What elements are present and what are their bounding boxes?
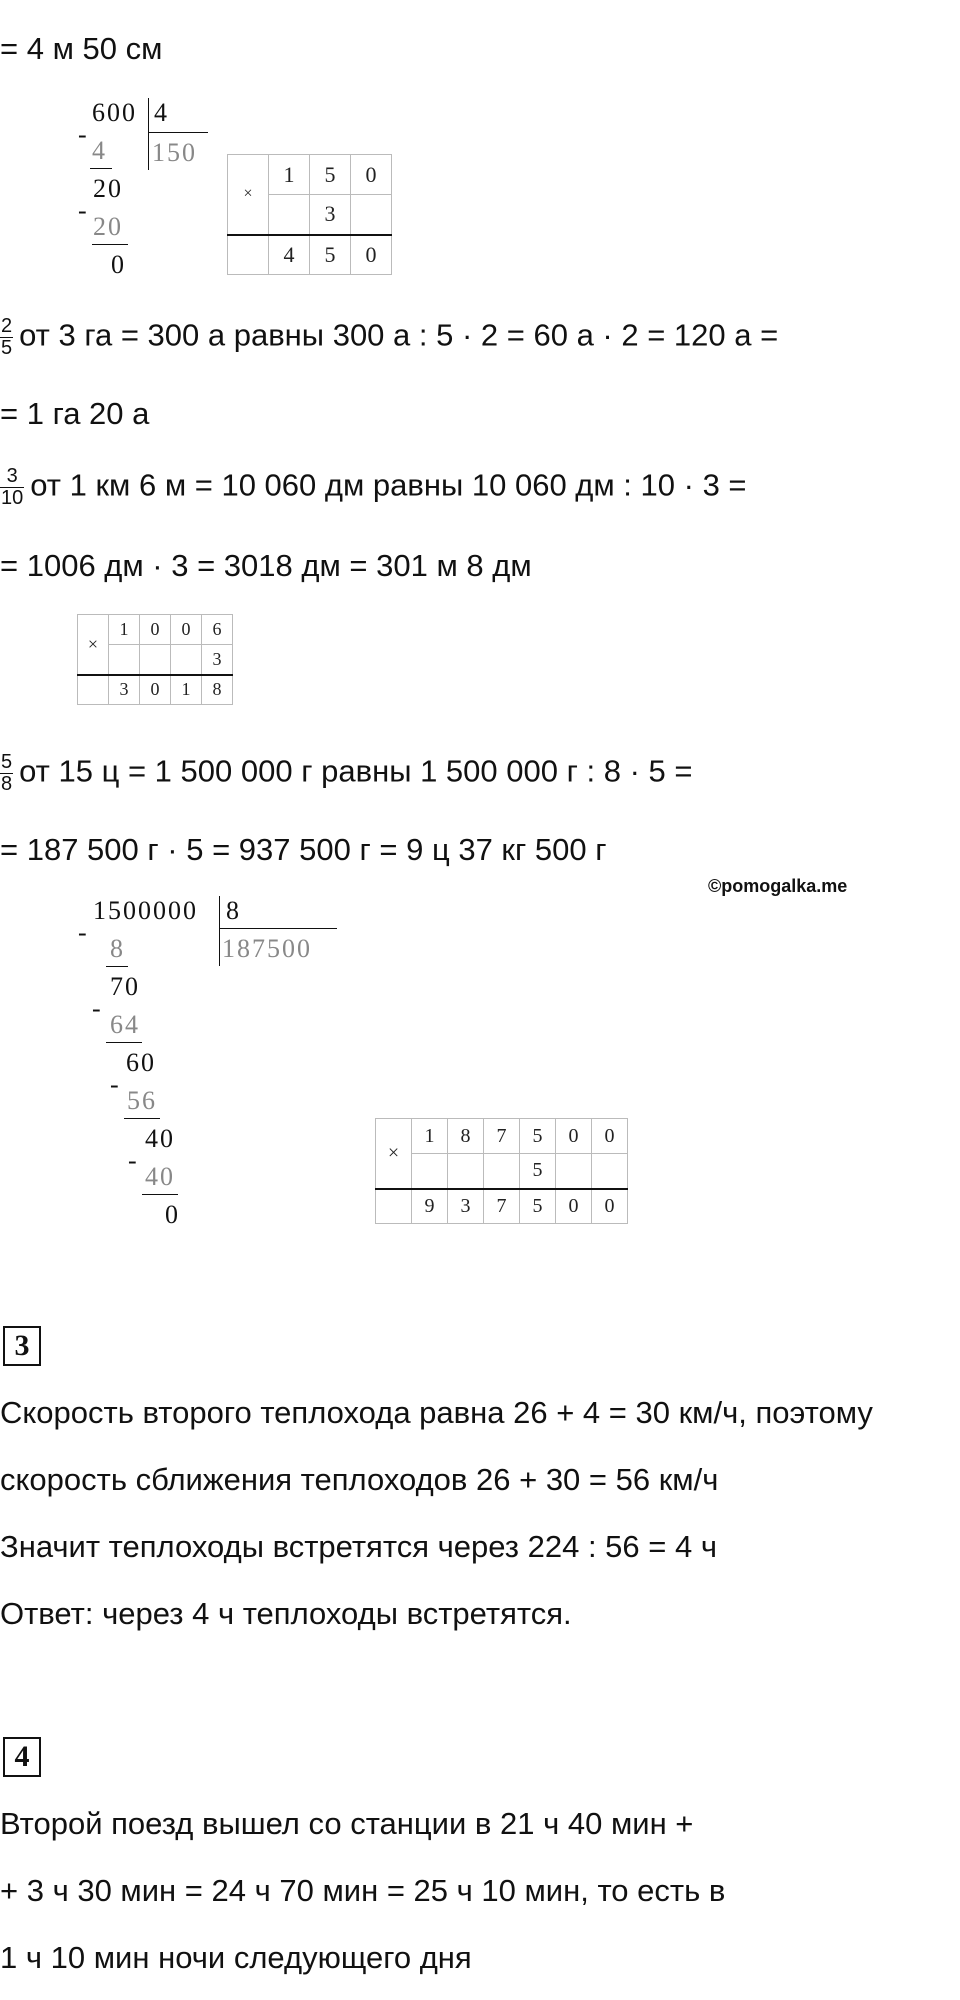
digit-cell: 5 [310, 155, 351, 195]
task4-line: 1 ч 10 мин ночи следующего дня [0, 1940, 472, 1975]
multiplication-table-2 [77, 614, 233, 705]
task3-line: скорость сближения теплоходов 26 + 30 = 56 км/ч [0, 1462, 719, 1497]
digit-cell: 1 [171, 675, 202, 705]
result-line-3: = 1006 дм · 3 = 3018 дм = 301 м 8 дм [0, 548, 532, 583]
dividend: 600 [92, 98, 137, 127]
digit-cell: 0 [556, 1189, 592, 1224]
result-line-4: = 187 500 г · 5 = 937 500 г = 9 ц 37 кг 500 г [0, 832, 607, 867]
multiplication-table-3 [375, 1118, 628, 1224]
digit-cell [171, 645, 202, 675]
division-step: 0 [165, 1200, 180, 1229]
fraction-line-1: $\frac{2}{5}$ от 3 га = 300 а равны 300 а : 5 · 2 = 60 а · 2 = 120 а = [1, 315, 779, 359]
digit-cell: 3 [202, 645, 233, 675]
task3-answer: Ответ: через 4 ч теплоходы встретятся. [0, 1596, 572, 1631]
digit-cell [592, 1154, 628, 1189]
digit-cell: 0 [592, 1119, 628, 1154]
times-sign: × [376, 1119, 412, 1189]
digit-cell: 0 [140, 675, 171, 705]
digit-cell [140, 645, 171, 675]
times-sign: × [228, 155, 269, 235]
digit-cell: 1 [412, 1119, 448, 1154]
digit-cell [484, 1154, 520, 1189]
task3-line: Скорость второго теплохода равна 26 + 4 = 30 км/ч, поэтому [0, 1395, 873, 1430]
digit-cell [448, 1154, 484, 1189]
digit-cell: 5 [310, 235, 351, 275]
digit-cell: 0 [140, 615, 171, 645]
division-step: 4 [92, 136, 107, 165]
digit-cell: 1 [109, 615, 140, 645]
digit-cell: 3 [109, 675, 140, 705]
digit-cell [351, 195, 392, 235]
task4-line: Второй поезд вышел со станции в 21 ч 40 мин + [0, 1806, 694, 1841]
digit-cell: 7 [484, 1119, 520, 1154]
task-number-3: 3 [3, 1326, 41, 1366]
digit-cell: 8 [448, 1119, 484, 1154]
digit-cell: 4 [269, 235, 310, 275]
dividend: 1500000 [93, 896, 198, 925]
digit-cell [109, 645, 140, 675]
digit-cell: 0 [171, 615, 202, 645]
multiplication-table-1 [227, 154, 392, 275]
digit-cell: 5 [520, 1154, 556, 1189]
digit-cell: 5 [520, 1119, 556, 1154]
result-line-1: = 4 м 50 см [0, 31, 163, 66]
division-step: 20 [93, 212, 123, 241]
digit-cell: 0 [351, 235, 392, 275]
division-step: 20 [93, 174, 123, 203]
fraction: $\frac{2}{5}$ [1, 315, 13, 359]
digit-cell: 9 [412, 1189, 448, 1224]
fraction-line-3: $\frac{5}{8}$ от 15 ц = 1 500 000 г равны 1 500 000 г : 8 · 5 = [1, 751, 693, 795]
task4-line: + 3 ч 30 мин = 24 ч 70 мин = 25 ч 10 мин, то есть в [0, 1873, 726, 1908]
division-step: 56 [127, 1086, 157, 1115]
division-step: 8 [110, 934, 125, 963]
division-step: 64 [110, 1010, 140, 1039]
digit-cell: 3 [448, 1189, 484, 1224]
digit-cell: 3 [310, 195, 351, 235]
digit-cell [412, 1154, 448, 1189]
task-number-4: 4 [3, 1737, 41, 1777]
quotient: 187500 [222, 934, 312, 963]
division-step: 0 [111, 250, 126, 279]
division-step: 40 [145, 1124, 175, 1153]
digit-cell: 6 [202, 615, 233, 645]
digit-cell: 0 [351, 155, 392, 195]
digit-cell: 0 [592, 1189, 628, 1224]
division-step: 40 [145, 1162, 175, 1191]
quotient: 150 [152, 138, 197, 167]
result-line-2: = 1 га 20 а [0, 396, 150, 431]
fraction: $\frac{3}{10}$ [1, 465, 24, 509]
digit-cell: 1 [269, 155, 310, 195]
digit-cell [269, 195, 310, 235]
digit-cell: 0 [556, 1119, 592, 1154]
fraction-line-2: $\frac{3}{10}$ от 1 км 6 м = 10 060 дм равны 10 060 дм : 10 · 3 = [1, 465, 747, 509]
divisor: 8 [226, 896, 241, 925]
digit-cell: 5 [520, 1189, 556, 1224]
times-sign: × [78, 615, 109, 675]
digit-cell [556, 1154, 592, 1189]
divisor: 4 [154, 98, 169, 127]
watermark: ©pomogalka.me [708, 876, 848, 896]
digit-cell: 8 [202, 675, 233, 705]
digit-cell: 7 [484, 1189, 520, 1224]
division-step: 60 [126, 1048, 156, 1077]
fraction: $\frac{5}{8}$ [1, 751, 13, 795]
division-step: 70 [110, 972, 140, 1001]
task3-line: Значит теплоходы встретятся через 224 : 56 = 4 ч [0, 1529, 717, 1564]
